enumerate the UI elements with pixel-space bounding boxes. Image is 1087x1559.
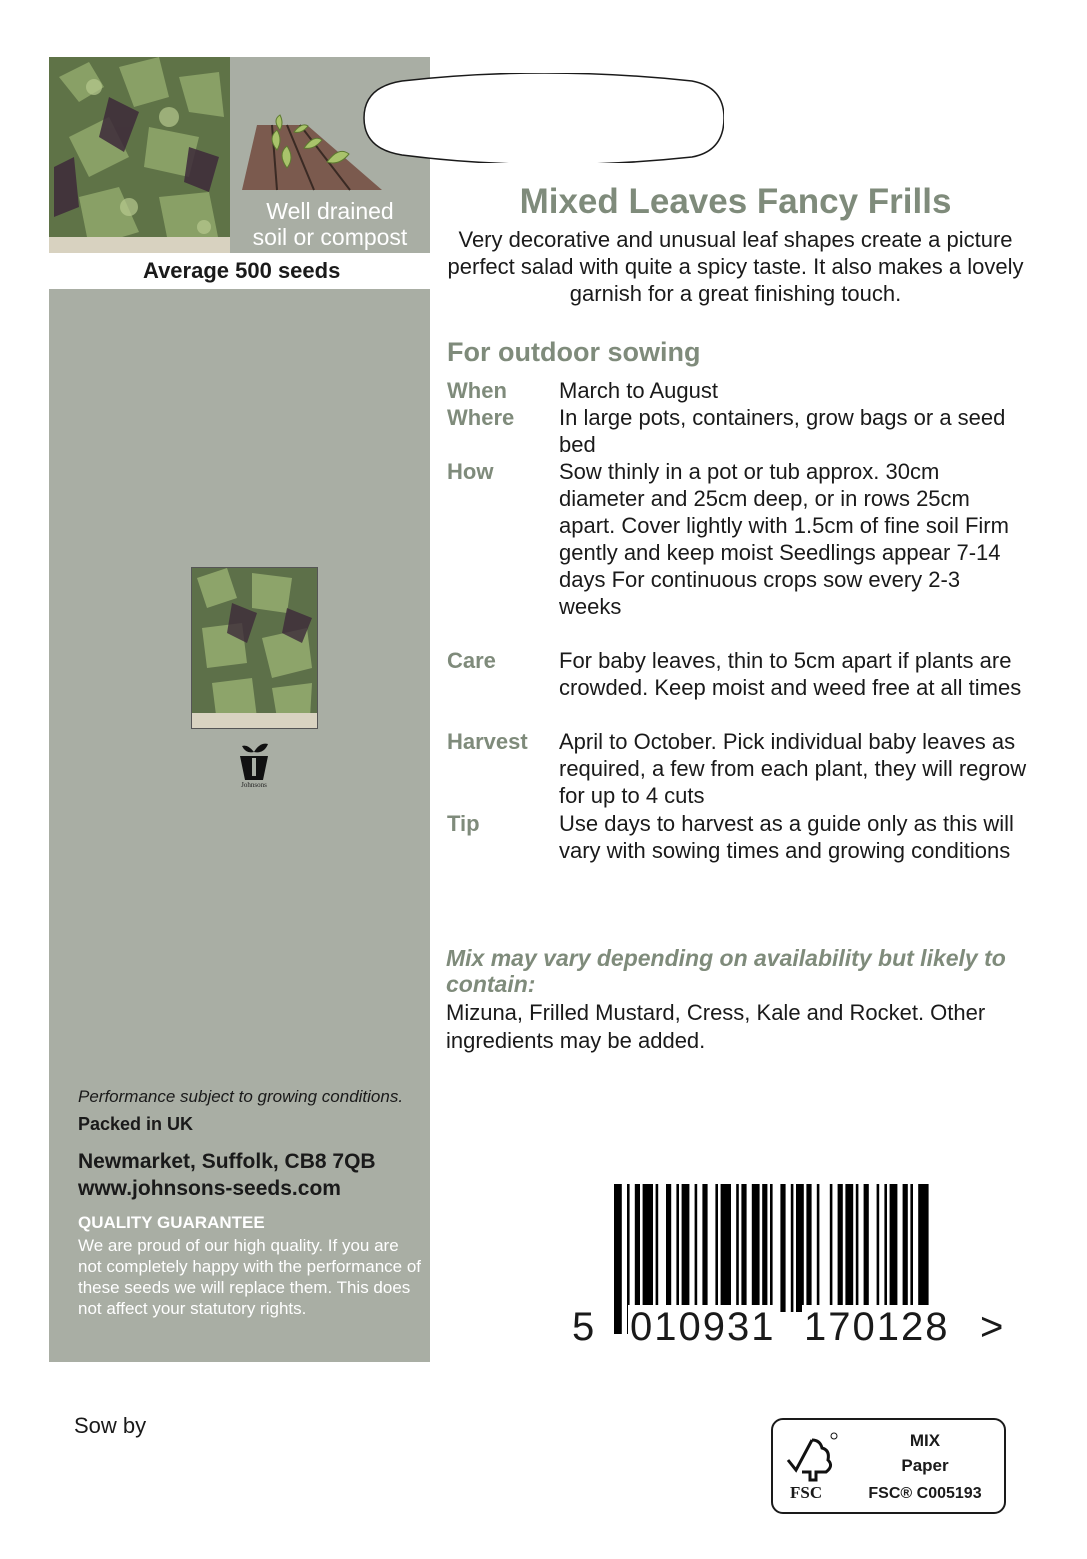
barcode-bar xyxy=(736,1184,739,1312)
soil-requirement-label xyxy=(230,198,430,250)
when-value: March to August xyxy=(559,378,718,403)
mix-heading: Mix may vary depending on availability but likely to contain: xyxy=(446,945,1006,997)
tip-value: Use days to harvest as a guide only as this will vary with sowing times and growing conditions xyxy=(559,811,1014,863)
barcode-bar xyxy=(856,1184,859,1312)
salad-leaves-photo xyxy=(49,57,230,253)
barcode-bar xyxy=(643,1184,653,1312)
barcode-bar xyxy=(806,1184,811,1312)
tip-label: Tip xyxy=(447,811,480,836)
barcode-bar xyxy=(890,1184,898,1312)
quality-guarantee-title: QUALITY GUARANTEE xyxy=(78,1213,265,1232)
barcode-bar xyxy=(666,1184,671,1312)
fsc-mix-label: MIX xyxy=(909,1431,941,1450)
harvest-label: Harvest xyxy=(447,729,528,754)
barcode-bar xyxy=(884,1184,887,1312)
care-value: For baby leaves, thin to 5cm apart if plants are crowded. Keep moist and weed free at all times xyxy=(559,648,1022,700)
where-label: Where xyxy=(447,405,515,430)
barcode-bar xyxy=(845,1184,853,1312)
product-title: Mixed Leaves Fancy Frills xyxy=(519,182,952,221)
packed-in-label: Packed in UK xyxy=(78,1114,194,1134)
soil-line-2: soil or compost xyxy=(252,224,408,250)
barcode-bar xyxy=(817,1184,820,1312)
harvest-value: April to October. Pick individual baby leaves as required, a few from each plant, they will regrow for up to 4 cuts xyxy=(559,729,1027,808)
barcode-bar xyxy=(715,1184,718,1312)
where-value: In large pots, containers, grow bags or a seed bed xyxy=(559,405,1006,457)
how-value: Sow thinly in a pot or tub approx. 30cm diameter and 25cm deep, or in rows 25cm apart. Cover lightly with 1.5cm of fine soil Firm gently and keep moist Seedlings appear 7-14 days For continuous crops sow every 2-3 weeks xyxy=(559,459,1009,619)
sow-by-label: Sow by xyxy=(74,1413,147,1438)
barcode-bar xyxy=(721,1184,731,1312)
barcode-bar xyxy=(877,1184,880,1312)
care-label: Care xyxy=(447,648,496,673)
fsc-license-code: FSC® C005193 xyxy=(868,1485,982,1502)
barcode-bar xyxy=(702,1184,707,1312)
brand-logo-text: Johnsons xyxy=(241,781,267,789)
when-label: When xyxy=(447,378,507,403)
soil-line-1: Well drained xyxy=(266,198,394,224)
barcode-bar xyxy=(635,1184,640,1312)
mix-ingredients: Mizuna, Frilled Mustard, Cress, Kale and Rocket. Other ingredients may be added. xyxy=(446,1000,986,1053)
barcode-bar xyxy=(752,1184,760,1312)
fsc-tree-check-icon xyxy=(782,1428,842,1488)
quality-guarantee-text: We are proud of our high quality. If you are not completely happy with the performance of these seeds we will replace them. This does not affect your statutory rights. xyxy=(78,1236,422,1318)
barcode-bar xyxy=(656,1184,659,1312)
barcode-bar xyxy=(682,1184,690,1312)
fsc-paper-label: Paper xyxy=(901,1456,949,1475)
how-label: How xyxy=(447,459,494,484)
barcode-end-mark: > xyxy=(980,1305,1004,1349)
barcode-first-digit: 5 xyxy=(572,1305,595,1349)
barcode-bar xyxy=(903,1184,908,1312)
performance-note: Performance subject to growing conditions. xyxy=(78,1087,404,1106)
fsc-wordmark: FSC xyxy=(790,1483,823,1502)
barcode-bar xyxy=(695,1184,698,1312)
website-link[interactable]: www.johnsons-seeds.com xyxy=(78,1177,341,1200)
barcode-left-group: 010931 xyxy=(630,1305,776,1349)
sowing-section-title: For outdoor sowing xyxy=(447,337,701,367)
barcode-bar xyxy=(864,1184,869,1312)
barcode-bar xyxy=(614,1184,622,1334)
hang-hole-cutout xyxy=(362,73,724,163)
barcode-bar xyxy=(796,1184,804,1312)
company-address xyxy=(78,1148,376,1202)
product-description: Very decorative and unusual leaf shapes create a picture perfect salad with quite a spicy taste. It also makes a lovely garnish for a great finishing touch. xyxy=(447,227,1024,306)
seed-count: Average 500 seeds xyxy=(143,258,341,283)
barcode-bar xyxy=(791,1184,794,1312)
barcode-bar xyxy=(676,1184,679,1312)
barcode-right-group: 170128 xyxy=(804,1305,950,1349)
address-town: Newmarket, Suffolk, CB8 7QB xyxy=(78,1150,376,1173)
packet-thumbnail-photo xyxy=(191,567,318,729)
barcode-bar xyxy=(741,1184,746,1312)
barcode-bar xyxy=(838,1184,843,1312)
barcode-bar xyxy=(780,1184,785,1312)
barcode-bar xyxy=(830,1184,833,1312)
